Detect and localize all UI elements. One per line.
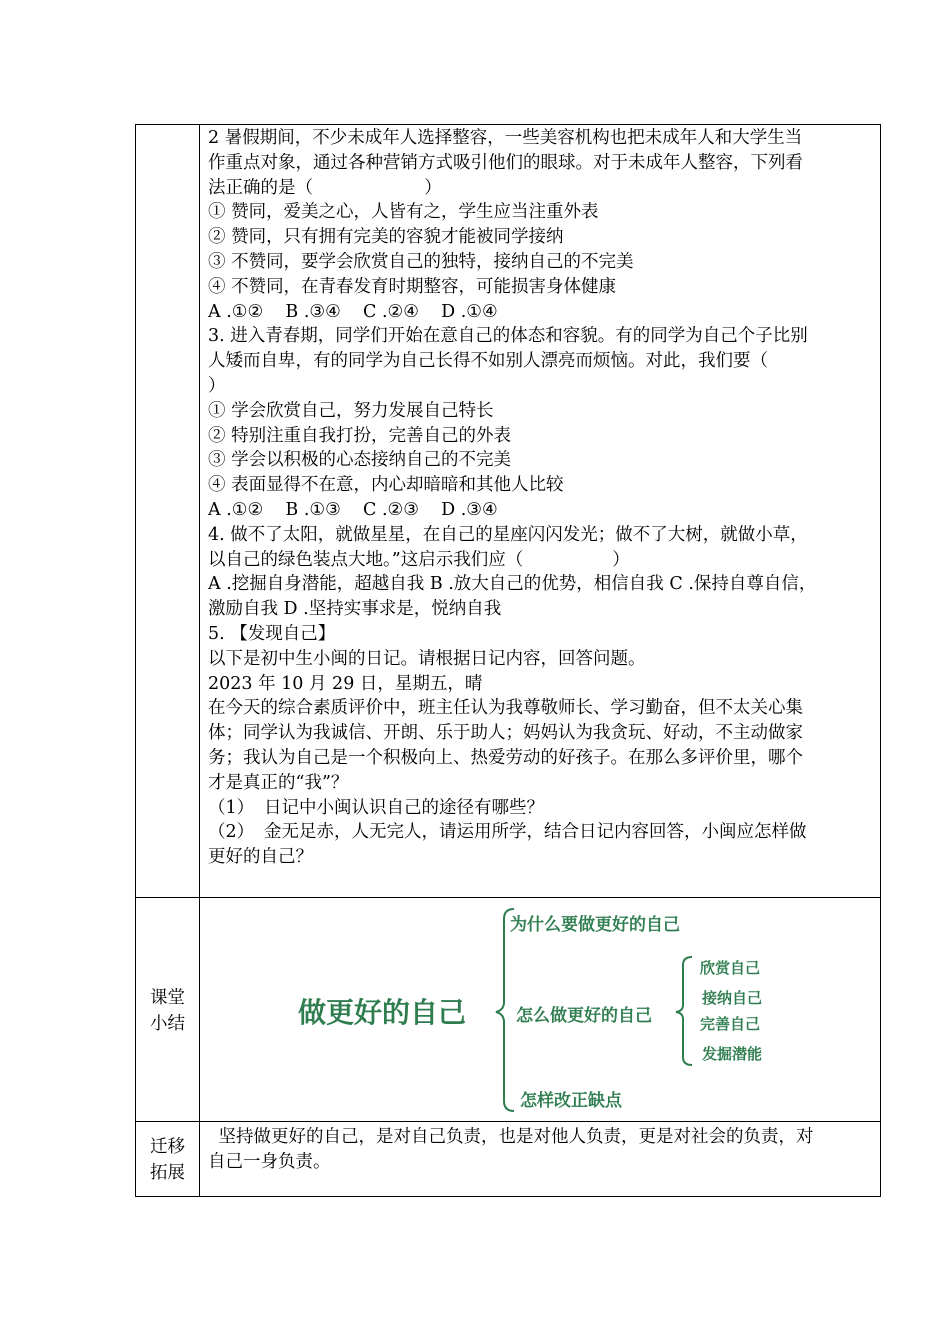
- q2-option: ① 赞同，爱美之心，人皆有之，学生应当注重外表: [208, 202, 599, 223]
- exercise-cell: [200, 125, 880, 897]
- mindmap-sub-appreciate: 欣赏自己: [700, 959, 761, 977]
- q4-line: 以自己的绿色装点大地。”这启示我们应（ ）: [208, 549, 630, 570]
- q5-diary: 务；我认为自己是一个积极向上、热爱劳动的好孩子。在那么多评价里，哪个: [208, 747, 803, 768]
- summary-label-line: 课堂: [150, 988, 185, 1008]
- extension-content: [208, 1125, 872, 1175]
- q2-line: 2 暑假期间，不少未成年人选择整容，一些美容机构也把未成年人和大学生当: [208, 128, 803, 148]
- q2-option: ② 赞同，只有拥有完美的容貌才能被同学接纳: [208, 227, 564, 248]
- mindmap-branch-fix: 怎样改正缺点: [520, 1091, 622, 1111]
- mindmap-root: 做更好的自己: [298, 996, 467, 1029]
- q3-answers: A .①② B .①③ C .②③ D .③④: [208, 499, 498, 520]
- extension-line: 自己一身负责。: [208, 1151, 331, 1172]
- mindmap-sub-accept: 接纳自己: [702, 989, 763, 1007]
- extension-label: [136, 1134, 199, 1186]
- lesson-table: [135, 124, 881, 1197]
- q2-option: ③ 不赞同，要学会欣赏自己的独特，接纳自己的不完美: [208, 251, 634, 272]
- q3-option: ④ 表面显得不在意，内心却暗暗和其他人比较: [208, 475, 564, 496]
- q2-answers: A .①② B .③④ C .②④ D .①④: [208, 301, 498, 322]
- mindmap-sub-improve: 完善自己: [700, 1015, 761, 1033]
- sub1-number: （1）: [208, 797, 255, 818]
- mindmap-branch-how: 怎么做更好的自己: [516, 1006, 652, 1026]
- mindmap-brackets: [136, 897, 882, 1121]
- q5-diary: 体；同学认为我诚信、开朗、乐于助人；妈妈认为我贪玩、好动，不主动做家: [208, 723, 803, 744]
- q2-line: 作重点对象，通过各种营销方式吸引他们的眼球。对于未成年人整容，下列看: [208, 152, 803, 173]
- question-5: [208, 622, 872, 870]
- sub-question-1: [208, 796, 872, 821]
- q5-line: 以下是初中生小闽的日记。请根据日记内容，回答问题。: [208, 648, 646, 669]
- row-divider-2: [136, 1121, 880, 1122]
- q3-line: 人矮而自卑，有的同学为自己长得不如别人漂亮而烦恼。对此，我们要（: [208, 351, 768, 372]
- mindmap-branch-why: 为什么要做更好的自己: [510, 915, 680, 935]
- q2-line: 法正确的是（ ）: [208, 177, 442, 198]
- question-4: [208, 523, 872, 622]
- q4-line: 4. 做不了太阳，就做星星，在自己的星座闪闪发光；做不了大树，就做小草，: [208, 524, 808, 545]
- q2-option: ④ 不赞同，在青春发育时期整容，可能损害身体健康: [208, 276, 617, 297]
- extension-label-line: 迁移: [150, 1137, 185, 1157]
- summary-label-line: 小结: [150, 1014, 185, 1034]
- q3-option: ② 特别注重自我打扮，完善自己的外表: [208, 425, 512, 446]
- q5-title: 5. 【发现自己】: [208, 623, 336, 644]
- sub-question-2: [208, 820, 872, 845]
- q3-option: ① 学会欣赏自己，努力发展自己特长: [208, 400, 494, 421]
- q3-line: ）: [208, 375, 226, 396]
- q3-option: ③ 学会以积极的心态接纳自己的不完美: [208, 450, 512, 471]
- sub1-text: 日记中小闽认识自己的途径有哪些？: [264, 797, 544, 818]
- question-2: [208, 126, 872, 324]
- q4-line: A .挖掘自身潜能，超越自我 B .放大自己的优势，相信自我 C .保持自尊自信，: [208, 574, 817, 595]
- q4-line: 激励自我 D .坚持实事求是，悦纳自我: [208, 599, 502, 620]
- extension-label-line: 拓展: [150, 1163, 185, 1183]
- sub2-number: （2）: [208, 822, 255, 843]
- q5-diary: 才是真正的“我”？: [208, 772, 349, 793]
- extension-line: 坚持做更好的自己，是对自己负责，也是对他人负责，更是对社会的负责，对: [218, 1127, 814, 1147]
- exercise-content: [208, 126, 872, 870]
- question-3: [208, 324, 872, 522]
- mindmap-sub-potential: 发掘潜能: [702, 1045, 763, 1063]
- q5-date: 2023 年 10 月 29 日，星期五，晴: [208, 673, 483, 694]
- q5-diary: 在今天的综合素质评价中，班主任认为我尊敬师长、学习勤奋，但不太关心集: [208, 698, 803, 719]
- q3-line: 3. 进入青春期，同学们开始在意自己的体态和容貌。有的同学为自己个子比别: [208, 326, 808, 347]
- sub2-text: 金无足赤，人无完人，请运用所学，结合日记内容回答，小闽应怎样做: [264, 822, 807, 843]
- sub2-line-2: 更好的自己？: [208, 847, 313, 868]
